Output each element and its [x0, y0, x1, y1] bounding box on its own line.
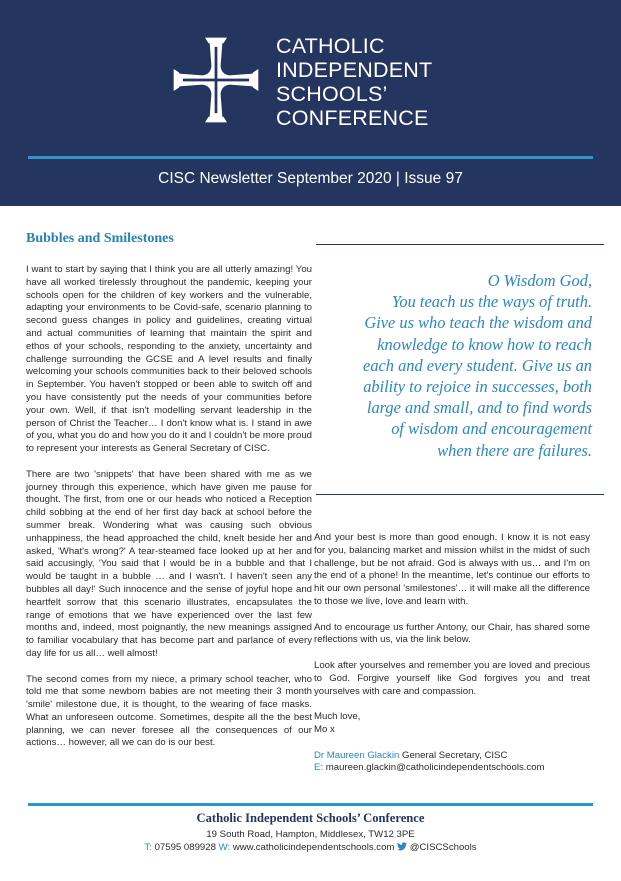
- email-link[interactable]: maureen.glackin@catholicindependentschools.com: [325, 762, 545, 774]
- paragraph: There are two 'snippets' that have been shared with me as we journey through this experience, which have given me pause for thought. The first, from one or our heads who noticed a Reception child sobbing at the end of her first day back at school before the summer break. Wondering what was causing such obvious unhappiness, the head approached the child, knelt beside her and asked, 'What's wrong?' A tear-steamed face looked up at her and said accusingly, 'You said that I would be in a bubble and that I would be taught in a bubble … and I wasn't. I haven't seen any bubbles all day!' Such innocence and the sense of joyful hope and heartfelt sorrow that this scenario illustrates, encapsulates the range of emotions that we have experienced over the last few months and, indeed, most poignantly, the new meanings assigned to familiar vocabulary that has become part and parlance of every day life for us all… well almost!: [26, 468, 312, 659]
- email-line: [314, 762, 590, 775]
- phone-number[interactable]: 07595 089928: [154, 842, 216, 853]
- footer-divider: [28, 803, 593, 806]
- quote-line: each and every student. Give us an: [363, 355, 592, 375]
- signoff-name: Mo x: [314, 723, 335, 735]
- twitter-handle[interactable]: @CISCSchools: [409, 842, 477, 853]
- website-link[interactable]: www.catholicindependentschools.com: [232, 842, 395, 853]
- quote-line: ability to rejoice in successes, both: [363, 377, 592, 397]
- quote-line: Give us who teach the wisdom and: [364, 313, 592, 333]
- newsletter-header: [0, 0, 621, 206]
- issue-line: CISC Newsletter September 2020 | Issue 97: [158, 170, 463, 187]
- column-left: [26, 264, 312, 763]
- org-line: SCHOOLS’: [276, 82, 388, 106]
- org-name-block: [276, 34, 432, 130]
- header-divider: [28, 156, 593, 159]
- quote-line: You teach us the ways of truth.: [391, 292, 592, 312]
- footer-address: 19 South Road, Hampton, Middlesex, TW12 3PE: [206, 829, 415, 840]
- paragraph: And to encourage us further Antony, our Chair, has shared some reflections with us, via the link below.: [314, 621, 590, 646]
- phone-label: T:: [144, 842, 152, 853]
- footer-contact-line: [0, 842, 621, 853]
- column-right: [314, 532, 590, 775]
- website-label: W:: [218, 842, 231, 853]
- prayer-quote: [318, 270, 592, 461]
- paragraph: The second comes from my niece, a primary school teacher, who told me that some newborn babies are not meeting their 3 month 'smile' milestone due, it is thought, to the wearing of face masks. What an unforeseen outcome. Sometimes, despite all the the best planning, we can never foresee all the consequences of our actions… however, all we can do is our best.: [26, 673, 312, 749]
- signature-block: [314, 711, 590, 775]
- quote-line: O Wisdom God,: [487, 271, 592, 290]
- twitter-bird-icon: [397, 842, 407, 851]
- email-label: E:: [314, 762, 324, 774]
- quote-line: knowledge to know how to reach: [377, 334, 592, 354]
- quote-line: large and small, and to find words: [366, 398, 592, 418]
- paragraph: I want to start by saying that I think you are all utterly amazing! You have all worked tirelessly throughout the pandemic, keeping your schools open for the children of key workers and the vulnerable, adapting your environments to be Covid-safe, scenario planning to second guess changes in policy and guidelines, creating virtual and actual communities of learning that maintain the spirit and ethos of your schools, responding to the anxiety, uncertainty and challenge surrounding the GCSE and A level results and finally welcoming your schools communities back to their beloved schools in September. You haven't stopped or been able to switch off and you have consistently put the needs of your communities before your own. Well, if that isn't modelling servant leadership in the person of Christ the Teacher… I don't know what is. I stand in awe of you, what you do and how you do it and I couldn't be more proud to represent your interests as General Secretary of CISC.: [26, 264, 312, 455]
- paragraph: And your best is more than good enough. I know it is not easy for you, balancing market and mission whilst in the midst of such challenge, but be not afraid. God is always with us… and I'm on the end of a phone! In the meantime, let's continue our efforts to hit our own personal 'smilestones'… it will make all the difference to those we live, love and learn with.: [314, 532, 590, 607]
- quote-line: of wisdom and encouragement: [391, 419, 592, 439]
- signature-line: [314, 750, 590, 763]
- org-line: CATHOLIC: [276, 34, 385, 58]
- paragraph: Look after yourselves and remember you are loved and precious to God. Forgive yourself like God forgives you and treat yourselves with care and compassion.: [314, 659, 590, 697]
- org-line: CONFERENCE: [276, 106, 429, 130]
- quote-bottom-rule: [316, 494, 604, 495]
- signoff: Much love,: [314, 711, 361, 723]
- quote-top-rule: [316, 244, 604, 245]
- footer-org-name: Catholic Independent Schools’ Conference: [196, 811, 425, 825]
- article-heading: Bubbles and Smilestones: [26, 231, 174, 246]
- signature-title: General Secretary, CISC: [401, 749, 508, 761]
- signature-name: Dr Maureen Glackin: [314, 749, 400, 761]
- quote-line: when there are failures.: [437, 440, 592, 460]
- org-line: INDEPENDENT: [276, 58, 433, 82]
- cross-logo-icon: [170, 34, 262, 126]
